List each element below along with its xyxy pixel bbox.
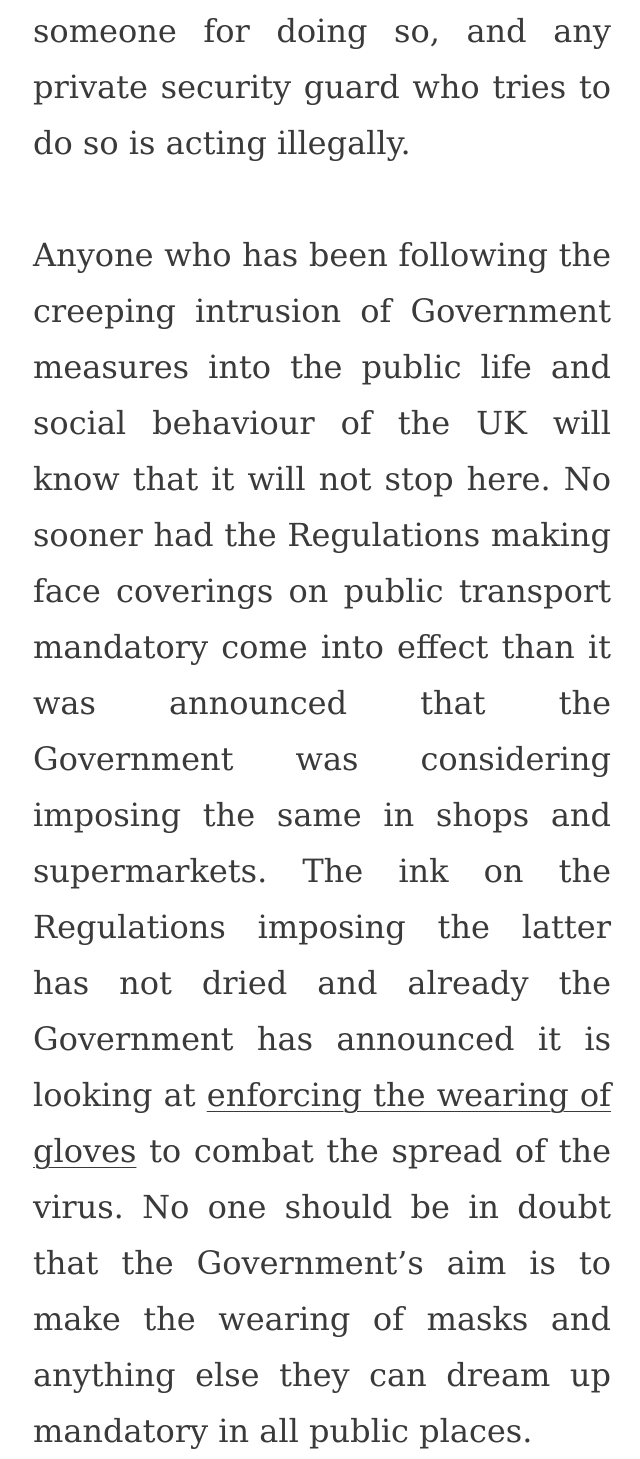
paragraph-text-before-link: Anyone who has been following the creeping intrusion of Government measures into the public life and social behaviour of the UK will know that it will not stop here. No sooner had the Regulations making face coverings on public transport mandatory come into effect than it was announced that the Government was considering imposing the same in shops and supermarkets. The ink on the Regulations imposing the latter has not dried and already the Government has announced it is looking at [33,236,611,1114]
gloves-article-link[interactable]: enforcing the wearing of gloves [33,1076,612,1170]
paragraph-security-guard: someone for doing so, and any private security guard who tries to do so is acting illegally. [33,12,611,162]
paragraph-text-after-link: to combat the spread of the virus. No one should be in doubt that the Government’s aim is to make the wearing of masks and anything else they can dream up mandatory in all public places. [33,1132,611,1450]
article-body [33,0,611,1459]
paragraph-government-measures [33,227,611,1459]
